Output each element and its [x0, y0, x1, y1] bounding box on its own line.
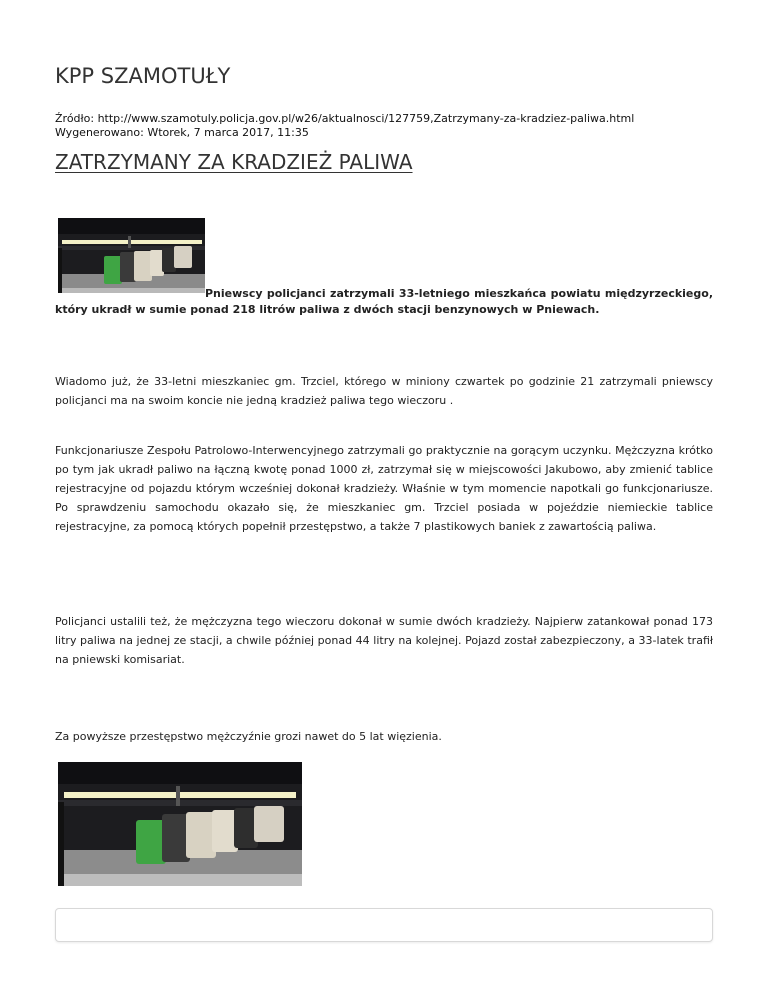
article-paragraph-3: Policjanci ustalili też, że mężczyzna tego wieczoru dokonał w sumie dwóch kradzieży. Najpierw zatankował ponad 173 litry paliwa na jednej ze stacji, a chwile później ponad 44 litry na kolejnej. Pojazd został zabezpieczony, a 33-latek trafił na pniewski komisariat.: [55, 615, 713, 666]
canisters-photo-image: [58, 762, 302, 886]
lead-text: Pniewscy policjanci zatrzymali 33-letniego mieszkańca powiatu międzyrzeckiego, który ukradł w sumie ponad 218 litrów paliwa z dwóch stacji benzynowych w Pniewach.: [55, 287, 713, 316]
generated-date: Wygenerowano: Wtorek, 7 marca 2017, 11:35: [55, 126, 309, 139]
article-photo-thumbnail[interactable]: [58, 218, 205, 293]
article-photo-large[interactable]: [58, 762, 302, 886]
canisters-photo-image: [58, 218, 205, 293]
article-title[interactable]: ZATRZYMANY ZA KRADZIEŻ PALIWA: [55, 150, 413, 174]
article-paragraph-1: Wiadomo już, że 33-letni mieszkaniec gm. Trzciel, którego w miniony czwartek po godzinie 21 zatrzymali pniewscy policjanci ma na swoim koncie nie jedną kradzież paliwa tego wieczoru .: [55, 375, 713, 407]
article-lead: [55, 286, 713, 318]
source-url[interactable]: Źródło: http://www.szamotuly.policja.gov.pl/w26/aktualnosci/127759,Zatrzymany-za-kradziez-paliwa.html: [55, 112, 635, 125]
footer-box: [55, 908, 713, 942]
article-paragraph-2: Funkcjonariusze Zespołu Patrolowo-Interwencyjnego zatrzymali go praktycznie na gorącym uczynku. Mężczyzna krótko po tym jak ukradł paliwo na łączną kwotę ponad 1000 zł, zatrzymał się w miejscowości Jakubowo, aby zmienić tablice rejestracyjne od pojazdu którym wcześniej dokonał kradzieży. Właśnie w tym momencie napotkali go funkcjonariusze. Po sprawdzeniu samochodu okazało się, że mieszkaniec gm. Trzciel posiada w pojeździe niemieckie tablice rejestracyjne, za pomocą których popełnił przestępstwo, a także 7 plastikowych baniek z zawartością paliwa.: [55, 444, 713, 533]
document-meta: [55, 112, 634, 140]
article-paragraph-4: Za powyższe przestępstwo mężczyźnie grozi nawet do 5 lat więzienia.: [55, 730, 442, 743]
site-title: KPP SZAMOTUŁY: [55, 64, 231, 88]
